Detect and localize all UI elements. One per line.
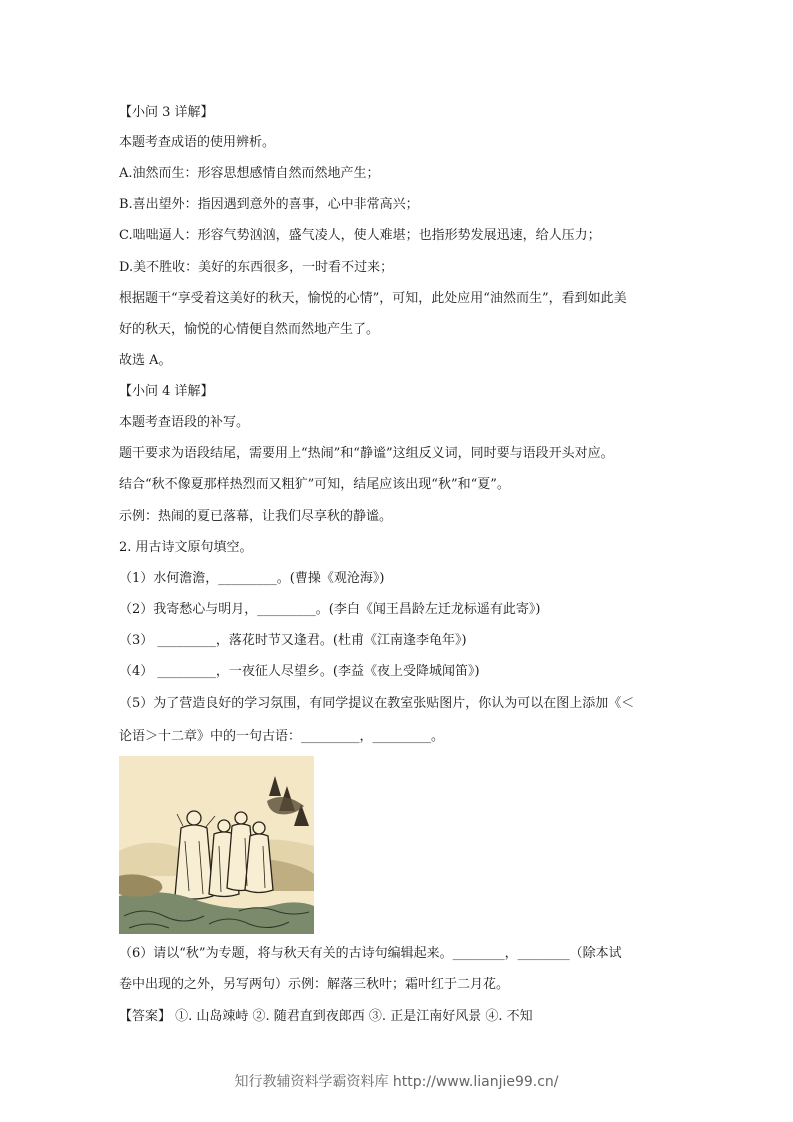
fill-item-6-line-2: 卷中出现的之外，另写两句）示例：解落三秋叶；霜叶红于二月花。 (119, 977, 510, 992)
q3-heading: 【小问 3 详解】 (119, 105, 214, 120)
q4-heading: 【小问 4 详解】 (119, 384, 214, 399)
q4-intro: 本题考查语段的补写。 (119, 415, 250, 430)
fill-item-2: （2）我寄愁心与明月，_________。(李白《闻王昌龄左迁龙标遥有此寄》) (119, 602, 541, 617)
fill-item-6-line-1: （6）请以“秋”为专题，将与秋天有关的古诗句编辑起来。________，________（除本试 (119, 946, 622, 961)
confucius-disciples-illustration (119, 756, 314, 934)
q3-option-c: C.咄咄逼人：形容气势汹汹，盛气凌人，使人难堪；也指形势发展迅速，给人压力； (119, 228, 601, 243)
q4-line-2: 结合“秋不像夏那样热烈而又粗犷”可知，结尾应该出现“秋”和“夏”。 (119, 477, 510, 492)
section2-title: 2. 用古诗文原句填空。 (119, 540, 253, 555)
q3-option-a: A.油然而生：形容思想感情自然而然地产生； (119, 166, 380, 181)
q3-conclusion: 故选 A。 (119, 353, 172, 368)
illustration-drawing (119, 756, 314, 934)
q3-option-d: D.美不胜收：美好的东西很多，一时看不过来； (119, 260, 394, 275)
fill-item-4: （4） _________，一夜征人尽望乡。(李益《夜上受降城闻笛》) (119, 664, 480, 679)
footer-watermark: 知行教辅资料学霸资料库 http://www.lianjie99.cn/ (234, 1074, 559, 1090)
fill-item-1: （1）水何澹澹，_________。(曹操《观沧海》) (119, 571, 385, 586)
q3-option-b: B.喜出望外：指因遇到意外的喜事，心中非常高兴； (119, 197, 419, 212)
q3-intro: 本题考查成语的使用辨析。 (119, 135, 276, 150)
q3-analysis-line-1: 根据题干“享受着这美好的秋天，愉悦的心情”，可知，此处应用“油然而生”，看到如此美 (119, 291, 627, 306)
fill-item-5-line-2: 论语＞十二章》中的一句古语：_________，_________。 (119, 729, 445, 744)
answer-line: 【答案】 ①. 山岛竦峙 ②. 随君直到夜郎西 ③. 正是江南好风景 ④. 不知 (119, 1009, 533, 1024)
q4-example: 示例：热闹的夏已落幕，让我们尽享秋的静谧。 (119, 509, 393, 524)
fill-item-5-line-1: （5）为了营造良好的学习氛围，有同学提议在教室张贴图片，你认为可以在图上添加《＜ (119, 696, 635, 711)
q4-line-1: 题干要求为语段结尾，需要用上“热闹”和“静谧”这组反义词，同时要与语段开头对应。 (119, 446, 614, 461)
q3-analysis-line-2: 好的秋天，愉悦的心情便自然而然地产生了。 (119, 322, 380, 337)
fill-item-3: （3） _________，落花时节又逢君。(杜甫《江南逢李龟年》) (119, 633, 467, 648)
